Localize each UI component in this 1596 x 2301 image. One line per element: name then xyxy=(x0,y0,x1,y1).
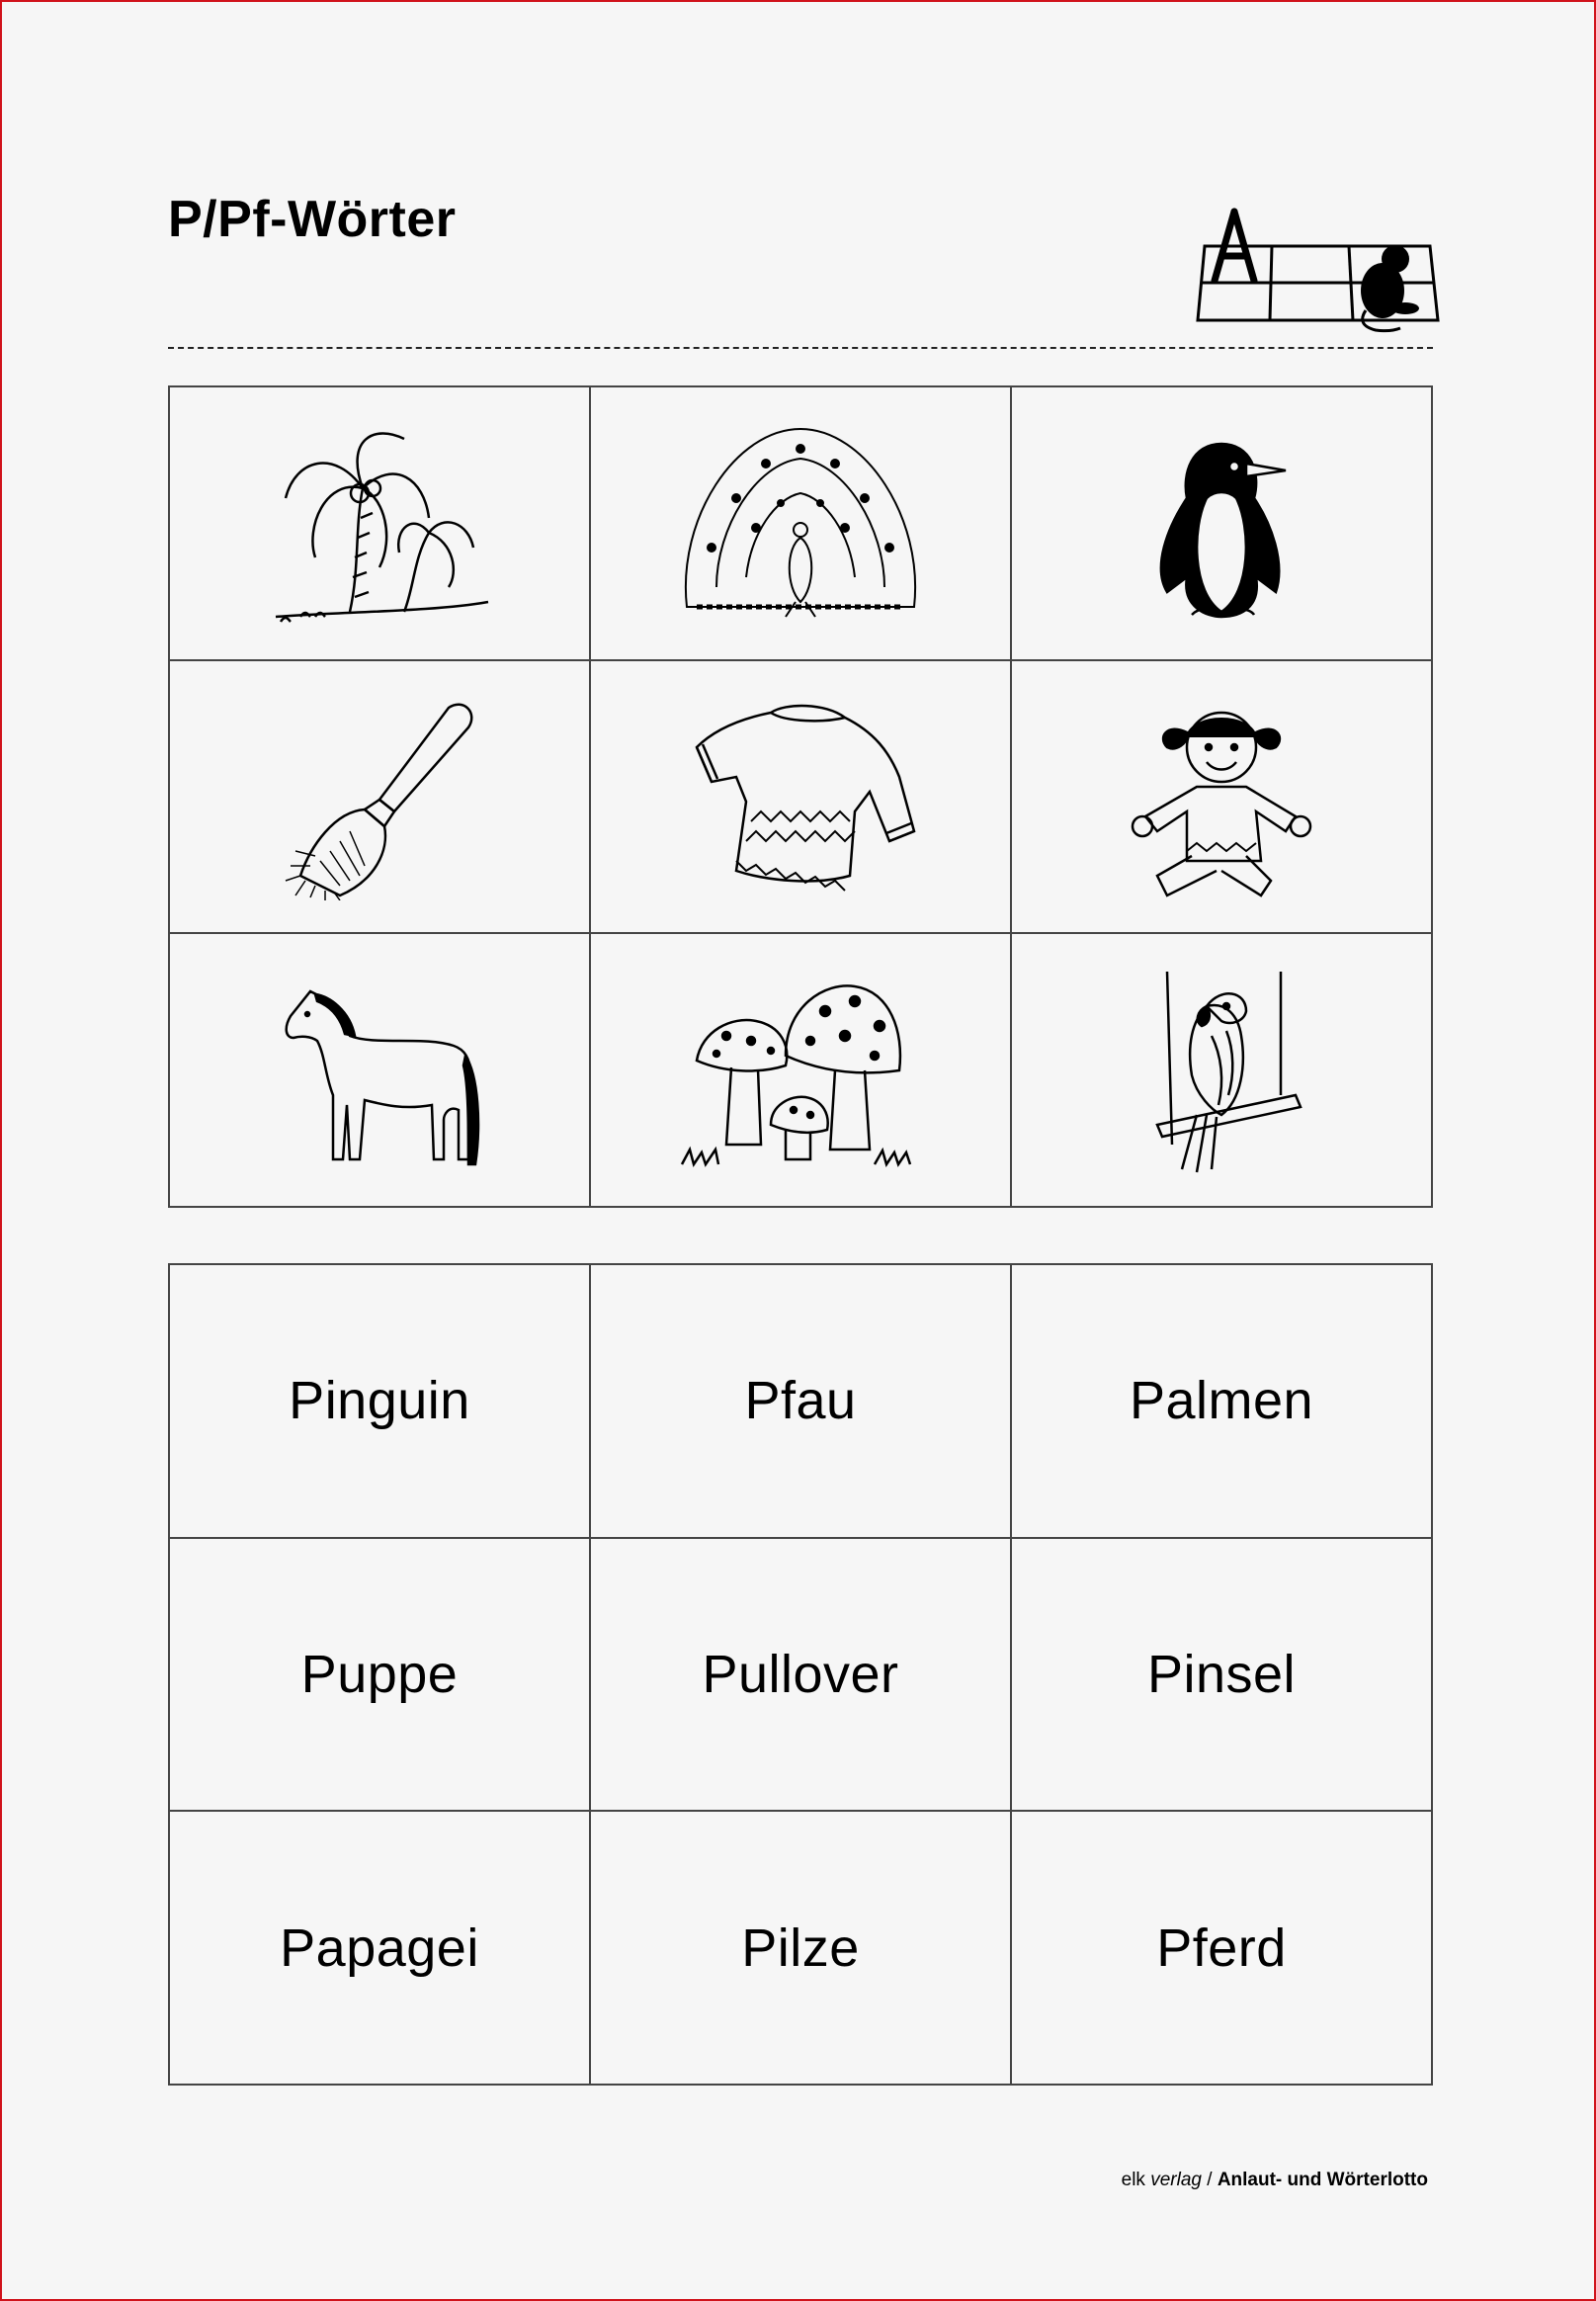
word-card[interactable] xyxy=(591,1265,1012,1539)
picture-card-palm-trees[interactable] xyxy=(170,387,591,661)
page-title: P/Pf-Wörter xyxy=(168,191,457,248)
footer-publisher: elk xyxy=(1121,2170,1145,2190)
footer-separator: / xyxy=(1207,2170,1213,2190)
horse-icon xyxy=(256,967,503,1174)
word-label: Pullover xyxy=(702,1644,899,1704)
picture-card-parrot[interactable] xyxy=(1012,934,1433,1208)
word-label: Pfau xyxy=(744,1371,857,1431)
word-label: Papagei xyxy=(280,1918,479,1978)
footer-credit xyxy=(1122,2170,1428,2191)
peacock-icon xyxy=(677,419,924,627)
footer-publisher-italic: verlag xyxy=(1150,2170,1202,2190)
word-card[interactable] xyxy=(170,1539,591,1813)
word-card[interactable] xyxy=(1012,1539,1433,1813)
mushrooms-icon xyxy=(677,967,924,1174)
picture-card-penguin[interactable] xyxy=(1012,387,1433,661)
word-card[interactable] xyxy=(170,1812,591,2086)
sweater-icon xyxy=(677,693,924,900)
word-label: Pinsel xyxy=(1146,1644,1297,1704)
paintbrush-icon xyxy=(256,693,503,900)
word-card[interactable] xyxy=(591,1812,1012,2086)
letter-grid-logo-icon xyxy=(1193,202,1445,335)
word-card[interactable] xyxy=(170,1265,591,1539)
picture-card-peacock[interactable] xyxy=(591,387,1012,661)
word-card[interactable] xyxy=(591,1539,1012,1813)
parrot-icon xyxy=(1098,967,1345,1174)
word-grid xyxy=(168,1263,1433,2086)
word-card[interactable] xyxy=(1012,1265,1433,1539)
footer-book-title: Anlaut- und Wörterlotto xyxy=(1217,2170,1428,2190)
picture-card-sweater[interactable] xyxy=(591,661,1012,935)
palm-trees-icon xyxy=(256,419,503,627)
picture-card-doll[interactable] xyxy=(1012,661,1433,935)
word-label: Pinguin xyxy=(289,1371,470,1431)
picture-grid xyxy=(168,385,1433,1208)
doll-icon xyxy=(1098,693,1345,900)
word-label: Pferd xyxy=(1156,1918,1287,1978)
picture-card-horse[interactable] xyxy=(170,934,591,1208)
word-label: Palmen xyxy=(1129,1371,1314,1431)
word-card[interactable] xyxy=(1012,1812,1433,2086)
dashed-divider xyxy=(168,347,1433,349)
word-label: Pilze xyxy=(741,1918,860,1978)
penguin-icon xyxy=(1098,419,1345,627)
word-label: Puppe xyxy=(300,1644,459,1704)
picture-card-paintbrush[interactable] xyxy=(170,661,591,935)
picture-card-mushrooms[interactable] xyxy=(591,934,1012,1208)
